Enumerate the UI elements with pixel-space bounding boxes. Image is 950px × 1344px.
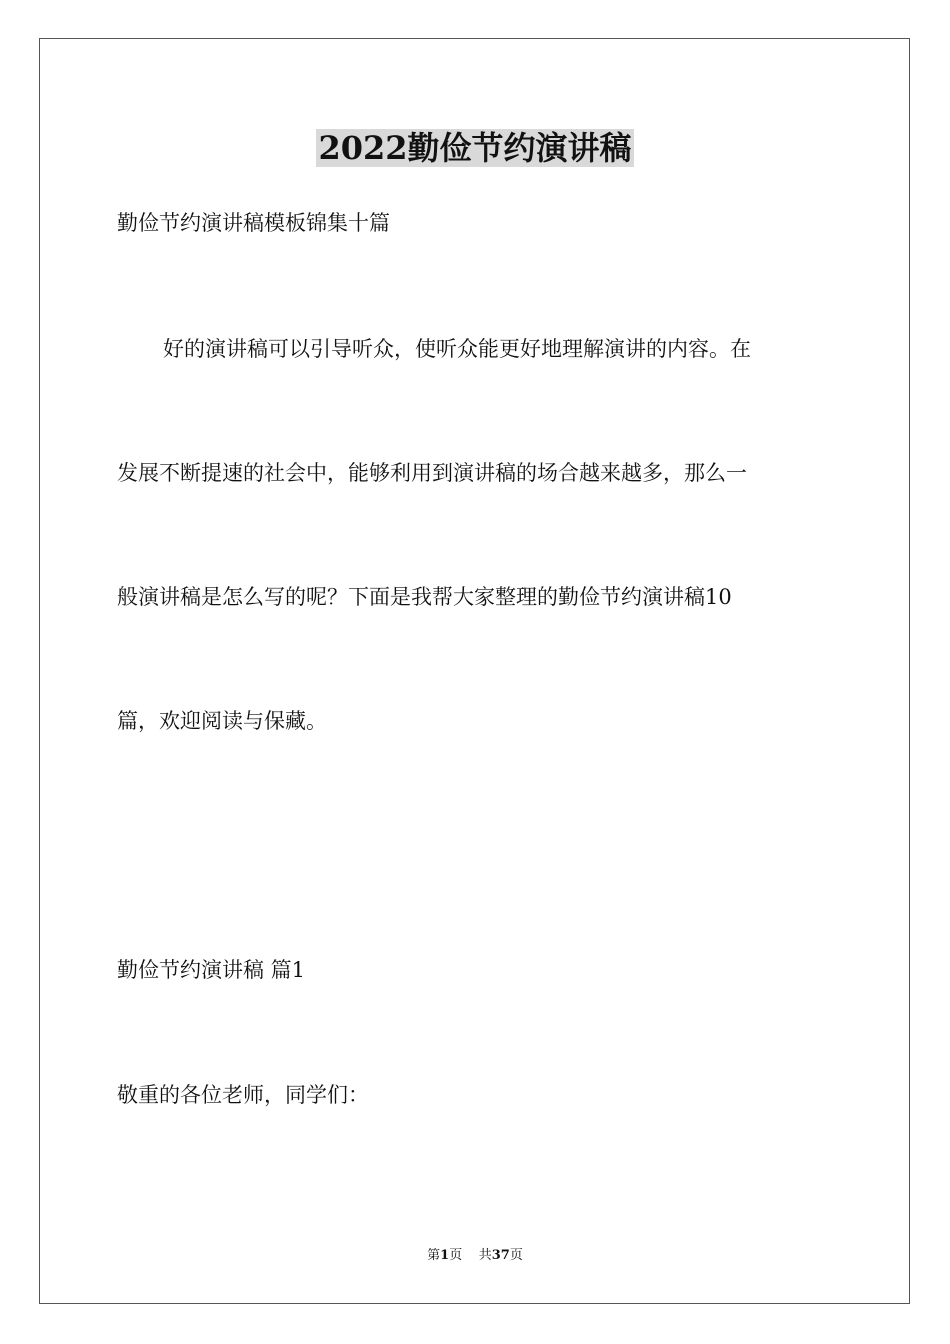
section-heading: 勤俭节约演讲稿 篇1	[117, 958, 306, 982]
document-title-text: 2022勤俭节约演讲稿	[318, 129, 632, 167]
intro-line-2: 发展不断提速的社会中，能够利用到演讲稿的场合越来越多，那么一	[117, 461, 747, 485]
page-suffix: 页	[449, 1248, 463, 1263]
greeting-line: 敬重的各位老师，同学们：	[117, 1083, 369, 1107]
intro-line-4: 篇，欢迎阅读与保藏。	[117, 709, 327, 733]
page-number: 1	[440, 1248, 450, 1263]
total-suffix: 页	[509, 1248, 523, 1263]
intro-line-3: 般演讲稿是怎么写的呢？下面是我帮大家整理的勤俭节约演讲稿10	[117, 585, 732, 609]
document-subtitle: 勤俭节约演讲稿模板锦集十篇	[117, 211, 390, 235]
total-pages: 37	[491, 1248, 510, 1263]
page-footer	[0, 1246, 950, 1266]
document-title	[0, 126, 950, 170]
page-prefix: 第	[427, 1248, 441, 1263]
total-prefix: 共	[478, 1248, 492, 1263]
intro-line-1: 好的演讲稿可以引导听众，使听众能更好地理解演讲的内容。在	[163, 337, 751, 361]
